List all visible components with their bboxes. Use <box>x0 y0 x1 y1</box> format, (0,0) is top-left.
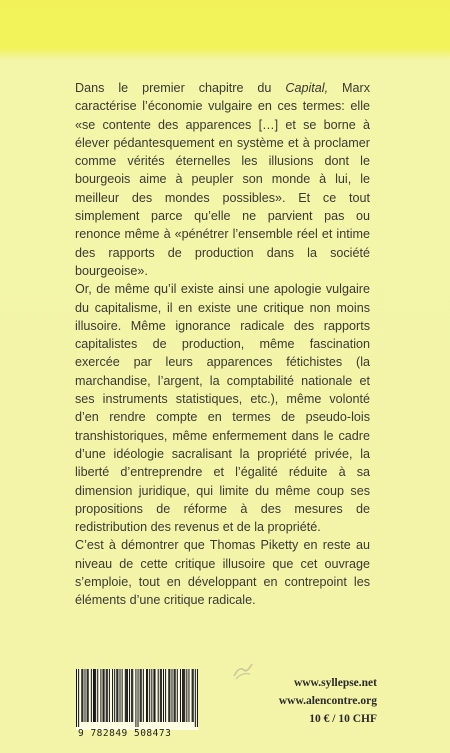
barcode-bar <box>163 669 164 722</box>
barcode-bar <box>116 669 117 722</box>
back-cover-text <box>75 79 370 610</box>
barcode-bar <box>143 669 144 722</box>
barcode-bar <box>87 669 88 722</box>
barcode-bar <box>147 669 148 722</box>
barcode-bar <box>76 669 77 727</box>
paragraph-1-start: Dans le premier chapitre du <box>75 81 286 95</box>
barcode-bar <box>192 669 193 722</box>
barcode-bar <box>171 669 172 722</box>
barcode-bar <box>78 669 79 727</box>
barcode-bar <box>161 669 162 722</box>
paragraph-1 <box>75 79 370 280</box>
barcode-bar <box>195 669 196 727</box>
website-syllepse: www.syllepse.net <box>293 677 377 689</box>
barcode-bar <box>106 669 107 722</box>
barcode-bar <box>100 669 101 722</box>
barcode-bar <box>158 669 159 722</box>
barcode-bar <box>84 669 85 722</box>
paragraph-2: Or, de même qu’il existe ainsi une apologie vulgaire du capitalisme, il en existe une critique non moins illusoire. Même ignorance radicale des rapports capitalistes de production, même fascination exercée par leurs apparences fétichistes (la marchandise, l’argent, la comptabilité nationale et ses instruments statistiques, etc.), même volonté d’en rendre compte en termes de pseudo-lois transhistoriques, même enfermement dans le cadre d’une idéologie sacralisant la propriété privée, la liberté d’entreprendre et l’égalité réduite à sa dimension juridique, qui limite du même coup ses propositions de réforme à des mesures de redistribution des revenus et de la propriété. <box>75 282 370 535</box>
barcode-bars <box>76 669 198 727</box>
barcode-bar <box>122 669 123 722</box>
barcode-bar <box>182 669 183 722</box>
barcode-bar <box>125 669 126 722</box>
barcode-bar <box>81 669 82 722</box>
barcode-bar <box>165 669 166 722</box>
barcode-bar <box>88 669 89 722</box>
barcode-bar <box>186 669 187 722</box>
barcode-bar <box>104 669 105 722</box>
barcode-bar <box>169 669 170 722</box>
barcode-bar <box>126 669 127 722</box>
barcode-bar <box>155 669 156 722</box>
barcode-bar <box>107 669 108 722</box>
barcode-bar <box>132 669 133 722</box>
barcode-bar <box>120 669 121 722</box>
barcode-bar <box>82 669 83 722</box>
website-alencontre: www.alencontre.org <box>278 695 377 707</box>
barcode-bar <box>141 669 142 722</box>
barcode-bar <box>197 669 198 727</box>
barcode-bar <box>138 669 139 727</box>
paragraph-1-rest: Marx caractérise l’économie vulgaire en ces termes: elle «se contente des apparences […] et se borne à élever pédantesquement en système et à proclamer comme vérités éternelles les illusions dont le bourgeois aime à peupler son monde à lui, le meilleur des mondes possibles». Et ce tout simplement parce qu’elle ne parvient pas ou renonce même à «pénétrer l’ensemble réel et intime des rapports de production dans la société bourgeoise». <box>75 81 370 278</box>
barcode-bar <box>129 669 130 722</box>
barcode-bar <box>188 669 189 722</box>
barcode-bar <box>95 669 96 722</box>
barcode-bar <box>168 669 169 722</box>
barcode-bar <box>153 669 154 722</box>
barcode-bar <box>180 669 181 722</box>
barcode-bar <box>117 669 118 722</box>
barcode-bar <box>94 669 95 722</box>
barcode-bar <box>175 669 176 722</box>
barcode-bar <box>97 669 98 722</box>
barcode-bar <box>127 669 128 722</box>
barcode-bar <box>177 669 178 722</box>
barcode-bar <box>184 669 185 722</box>
paragraph-3: C’est à démontrer que Thomas Piketty en reste au niveau de cette critique illusoire que cet ouvrage s’emploie, tout en développant en contrepoint les éléments d’une critique radicale. <box>75 538 370 608</box>
barcode-bar <box>160 669 161 722</box>
barcode-bar <box>151 669 152 722</box>
barcode-bar <box>91 669 92 722</box>
isbn-number: 9 782849 508473 <box>78 728 172 739</box>
barcode-bar <box>183 669 184 722</box>
barcode-bar <box>174 669 175 722</box>
barcode-bar <box>103 669 104 722</box>
isbn-barcode <box>76 669 198 730</box>
barcode-bar <box>149 669 150 722</box>
price: 10 € / 10 CHF <box>309 713 377 725</box>
barcode-bar <box>135 669 136 727</box>
barcode-bar <box>93 669 94 722</box>
barcode-bar <box>131 669 132 722</box>
barcode-bar <box>112 669 113 722</box>
publisher-logo-icon <box>232 660 254 680</box>
barcode-bar <box>193 669 194 722</box>
barcode-bar <box>109 669 110 722</box>
barcode-bar <box>146 669 147 722</box>
barcode-bar <box>140 669 141 722</box>
barcode-bar <box>114 669 115 722</box>
book-title-capital: Capital, <box>285 81 329 95</box>
publisher-info <box>279 674 377 728</box>
